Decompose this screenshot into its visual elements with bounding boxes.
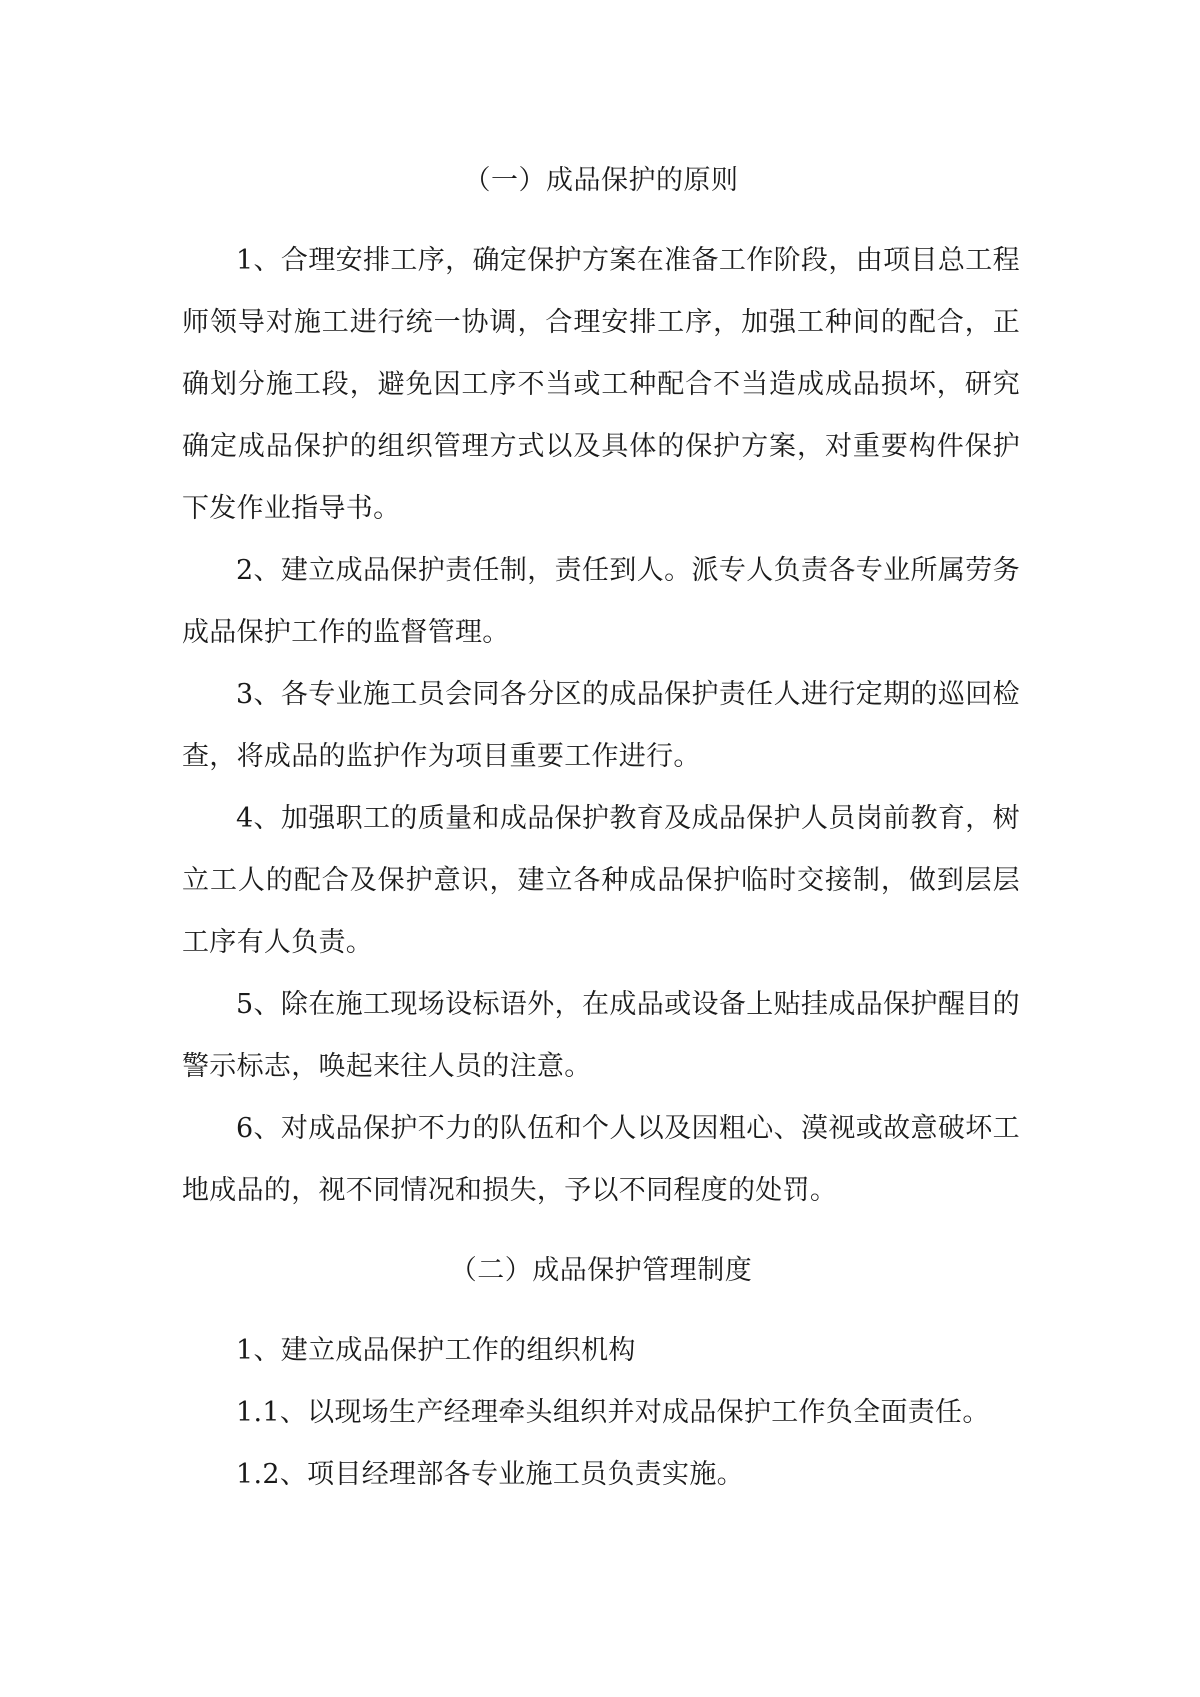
- paragraph: 3、各专业施工员会同各分区的成品保护责任人进行定期的巡回检查，将成品的监护作为项目重要工作进行。: [182, 679, 1020, 772]
- paragraph: 1.2、项目经理部各专业施工员负责实施。: [236, 1459, 744, 1490]
- section-principles-body: [182, 230, 1020, 1222]
- paragraph: 4、加强职工的质量和成品保护教育及成品保护人员岗前教育，树立工人的配合及保护意识，建立各种成品保护临时交接制，做到层层工序有人负责。: [182, 803, 1020, 958]
- paragraph: 5、除在施工现场设标语外，在成品或设备上贴挂成品保护醒目的警示标志，唤起来往人员的注意。: [182, 989, 1020, 1082]
- paragraph: 1、建立成品保护工作的组织机构: [236, 1335, 636, 1366]
- paragraph: 6、对成品保护不力的队伍和个人以及因粗心、漠视或故意破坏工地成品的，视不同情况和损失，予以不同程度的处罚。: [182, 1113, 1020, 1206]
- section-management-body: [182, 1320, 1020, 1506]
- section-heading-principles: （一）成品保护的原则: [463, 165, 739, 196]
- paragraph: 2、建立成品保护责任制，责任到人。派专人负责各专业所属劳务成品保护工作的监督管理。: [182, 555, 1020, 648]
- section-heading-management: （二）成品保护管理制度: [449, 1255, 753, 1286]
- paragraph: 1、合理安排工序，确定保护方案在准备工作阶段，由项目总工程师领导对施工进行统一协调，合理安排工序，加强工种间的配合，正确划分施工段，避免因工序不当或工种配合不当造成成品损坏，研究确定成品保护的组织管理方式以及具体的保护方案，对重要构件保护下发作业指导书。: [182, 245, 1020, 524]
- document-content: [182, 150, 1020, 1506]
- paragraph: 1.1、以现场生产经理牵头组织并对成品保护工作负全面责任。: [236, 1397, 990, 1428]
